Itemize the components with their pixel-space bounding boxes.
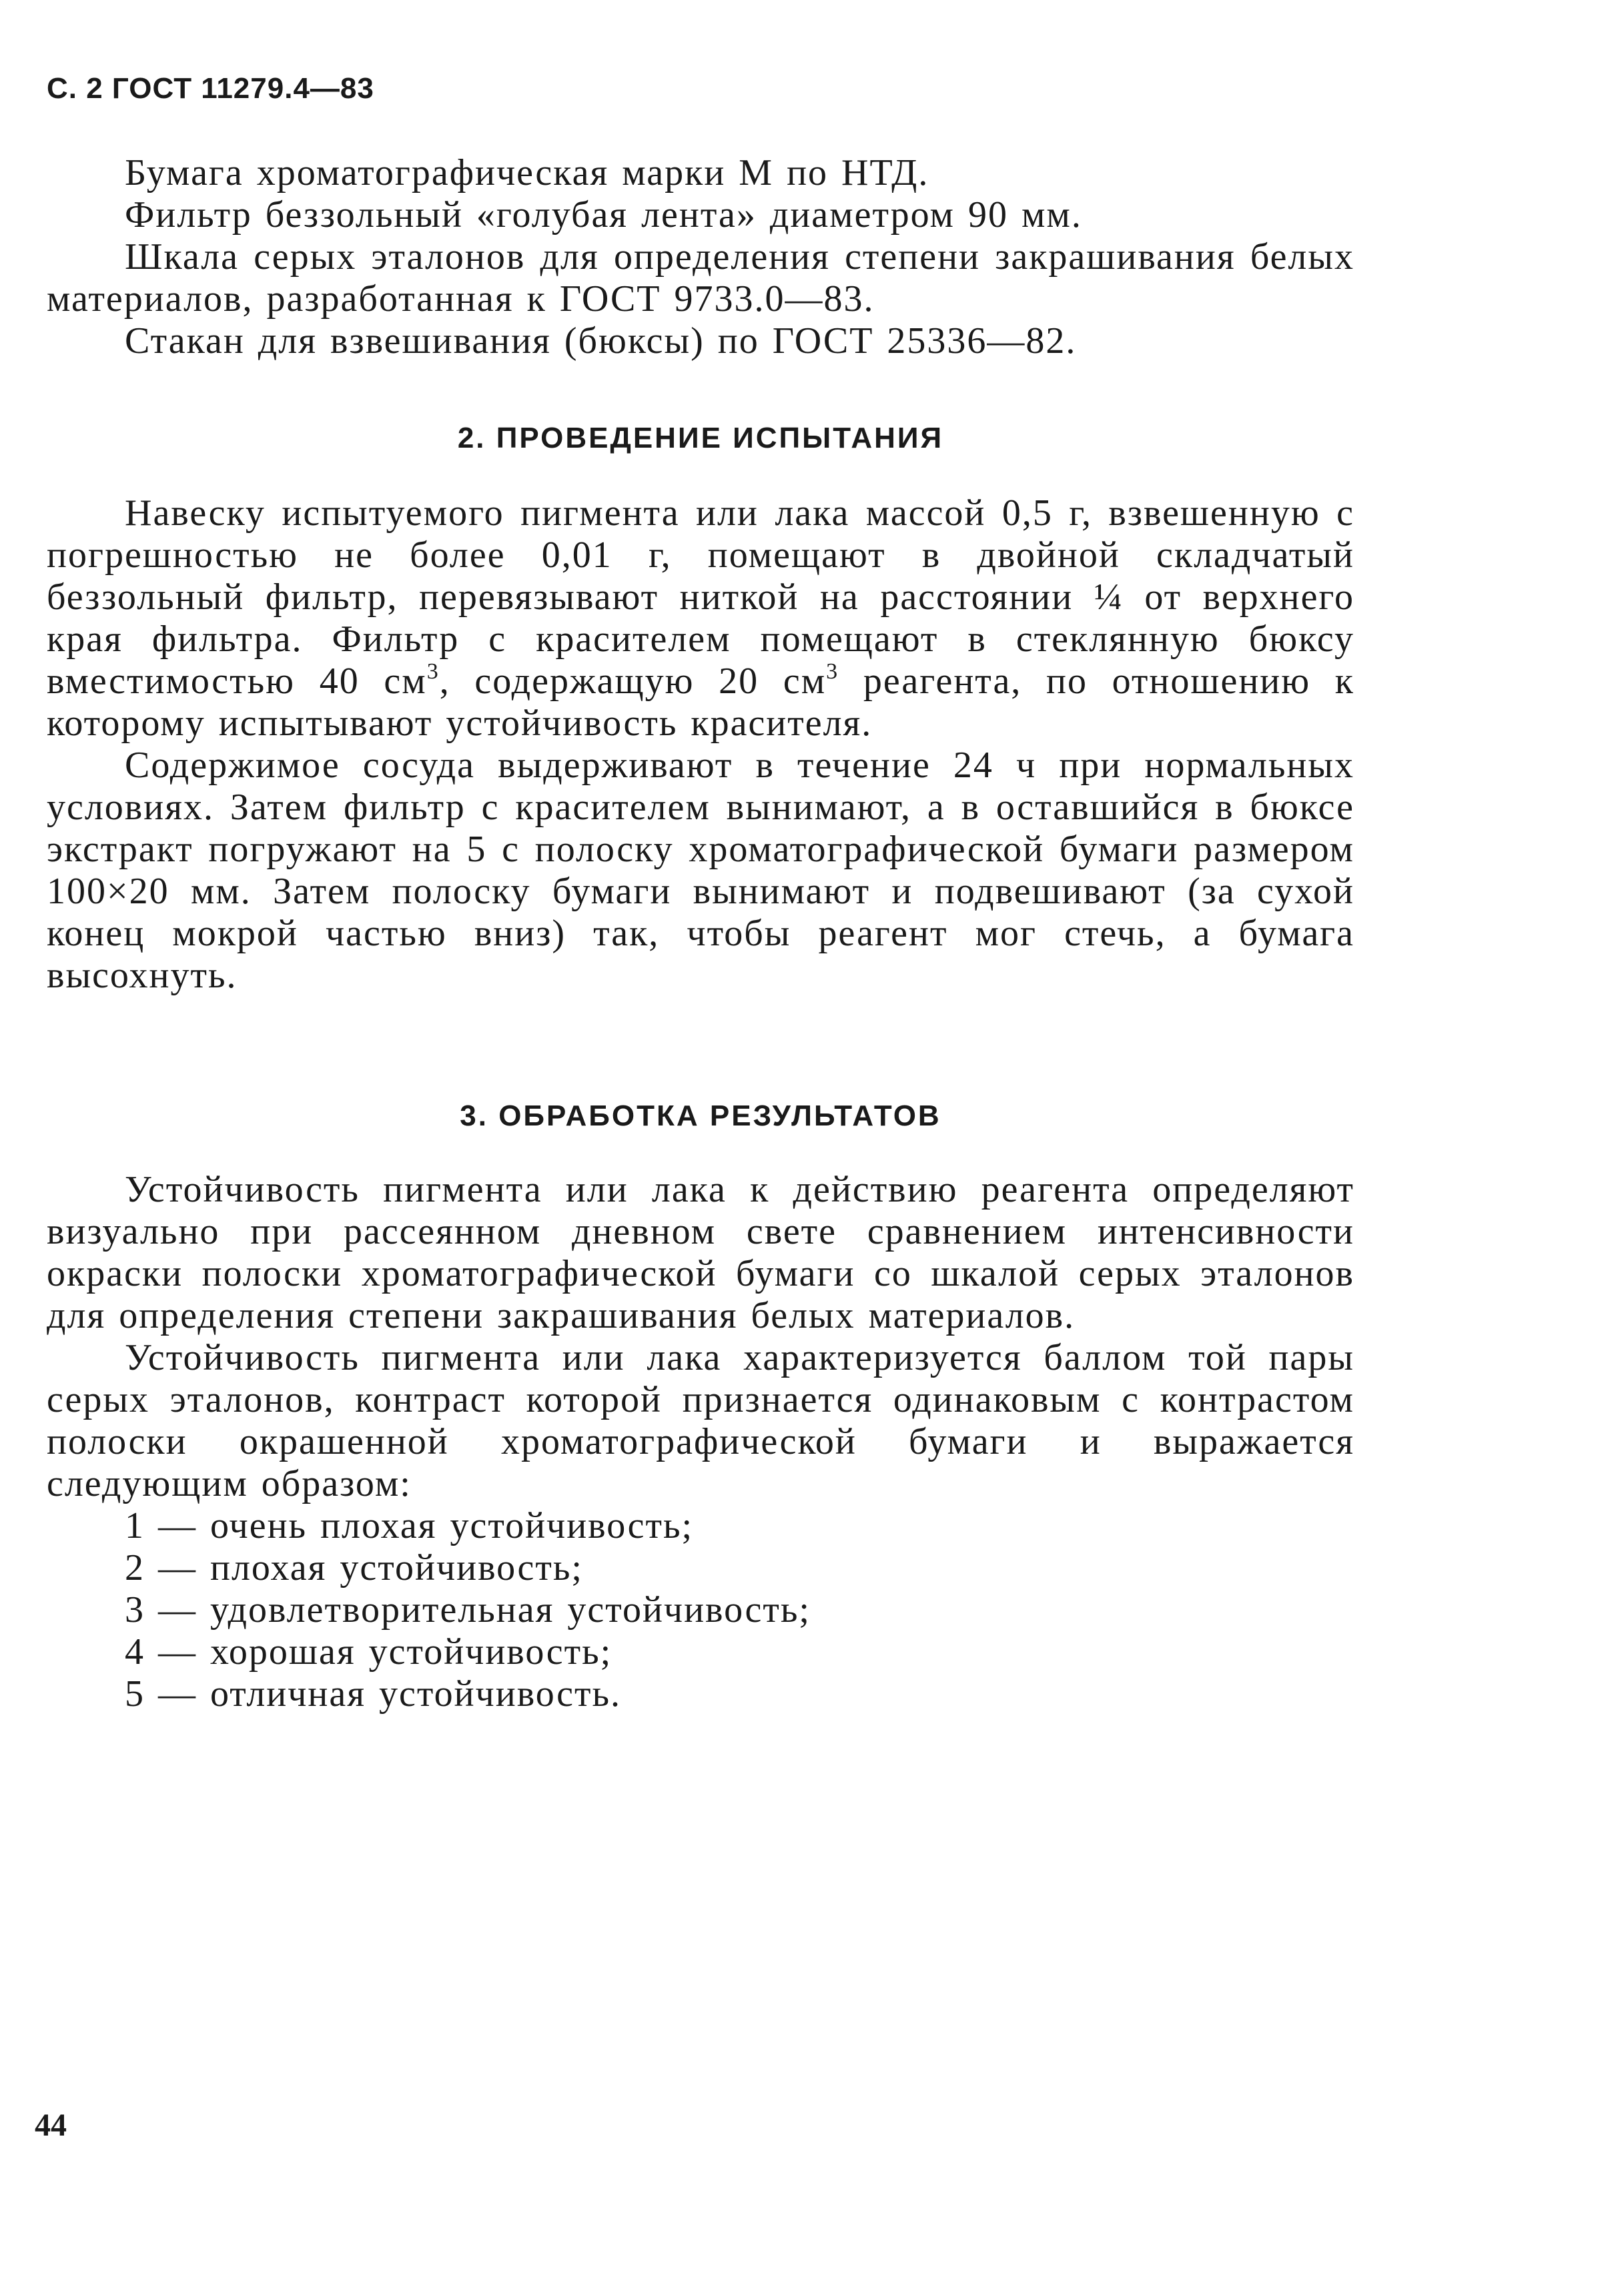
section-2-body — [47, 492, 1354, 997]
section-3-body — [47, 1169, 1354, 1715]
section-2-paragraph: Навеску испытуемого пигмента или лака массой 0,5 г, взвешенную с погрешностью не более 0,01 г, помещают в двойной складчатый беззольный фильтр, перевязывают ниткой на расстоянии ¼ от верхнего края фильтра. Фильтр с красителем помещают в стеклянную бюксу вместимостью 40 $см^3$, содержащую 20 $см^3$ реагента, по отношению к которому испытывают устойчивость красителя. — [47, 492, 1355, 744]
scale-item: 5 — отличная устойчивость. — [125, 1673, 622, 1715]
material-item: Шкала серых эталонов для определения степени закрашивания белых материалов, разработанная к ГОСТ 9733.0—83. — [47, 236, 1354, 320]
scale-item: 3 — удовлетворительная устойчивость; — [125, 1589, 811, 1631]
fraction: ¼ — [1094, 576, 1124, 618]
material-item: Стакан для взвешивания (бюксы) по ГОСТ 25336—82. — [125, 320, 1077, 362]
page-number: 44 — [35, 2108, 67, 2143]
section-3-paragraph: Устойчивость пигмента или лака характеризуется баллом той пары серых эталонов, контраст которой признается одинаковым с контрастом полоски окрашенной хроматографической бумаги и выражается следующим образом: — [47, 1337, 1354, 1504]
superscript: 3 — [426, 659, 440, 684]
section-3-heading: 3. ОБРАБОТКА РЕЗУЛЬТАТОВ — [460, 1099, 941, 1132]
running-head: С. 2 ГОСТ 11279.4—83 — [47, 72, 374, 105]
scale-item: 2 — плохая устойчивость; — [125, 1547, 583, 1589]
scale-item: 4 — хорошая устойчивость; — [125, 1631, 613, 1673]
material-item: Фильтр беззольный «голубая лента» диаметром 90 мм. — [125, 194, 1082, 236]
section-2-paragraph: Содержимое сосуда выдерживают в течение 24 ч при нормальных условиях. Затем фильтр с красителем вынимают, а в оставшийся в бюксе экстракт погружают на 5 с полоску хроматографической бумаги размером 100×20 мм. Затем полоску бумаги вынимают и подвешивают (за сухой конец мокрой частью вниз) так, чтобы реагент мог стечь, а бумага высохнуть. — [47, 745, 1354, 996]
section-3-paragraph: Устойчивость пигмента или лака к действию реагента определяют визуально при рассеянном дневном свете сравнением интенсивности окраски полоски хроматографической бумаги со шкалой серых эталонов для определения степени закрашивания белых материалов. — [47, 1169, 1354, 1336]
material-item: Бумага хроматографическая марки М по НТД. — [125, 152, 929, 193]
materials-list — [47, 152, 1354, 362]
superscript: 3 — [826, 659, 839, 684]
section-2-heading: 2. ПРОВЕДЕНИЕ ИСПЫТАНИЯ — [457, 422, 944, 454]
scale-item: 1 — очень плохая устойчивость; — [125, 1505, 694, 1546]
